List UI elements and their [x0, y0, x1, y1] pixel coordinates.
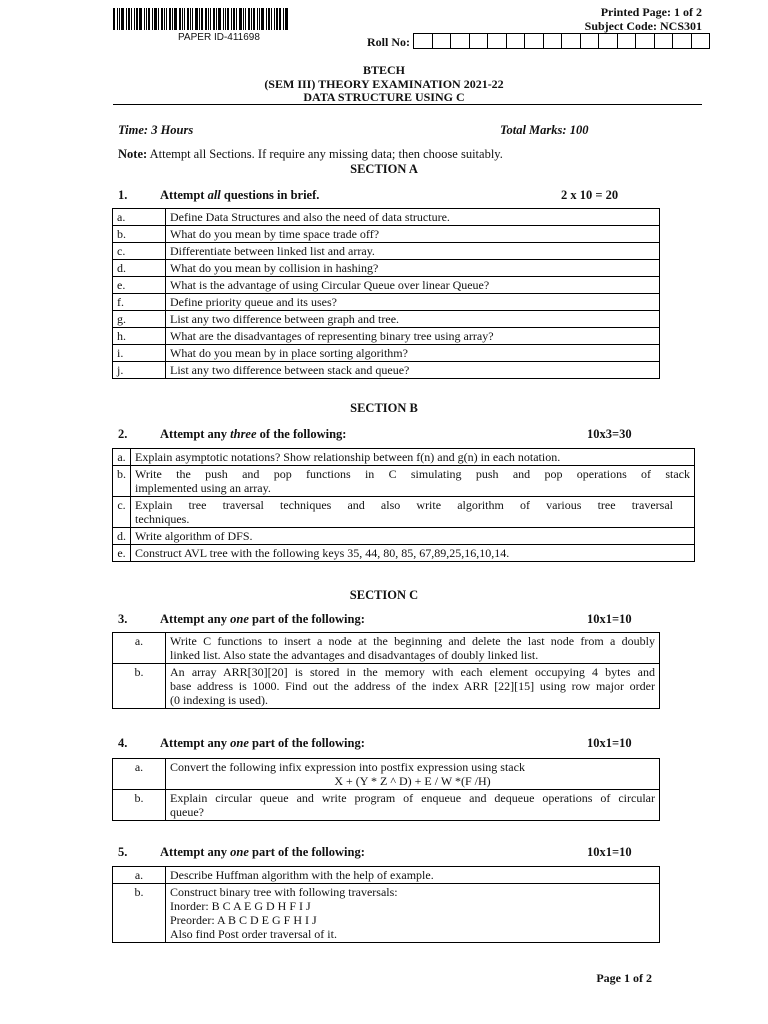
item-label: c. — [113, 243, 166, 260]
q3-instruction: Attempt any one part of the following: — [160, 612, 365, 626]
item-label: d. — [113, 528, 131, 545]
q2-row-c — [113, 497, 695, 528]
q3-row-a — [113, 633, 660, 664]
item-label: e. — [113, 277, 166, 294]
item-text: List any two difference between graph and tree. — [166, 311, 660, 328]
item-text: Write algorithm of DFS. — [131, 528, 695, 545]
item-label: a. — [113, 449, 131, 466]
item-label: a. — [113, 759, 166, 790]
item-label: a. — [113, 867, 166, 884]
item-text: What is the advantage of using Circular Queue over linear Queue? — [166, 277, 660, 294]
section-a-heading: SECTION A — [350, 162, 418, 176]
q4-row-a — [113, 759, 660, 790]
item-label: b. — [113, 790, 166, 821]
time-allowed: Time: 3 Hours — [118, 123, 194, 137]
q2-marks: 10x3=30 — [587, 427, 632, 441]
page-footer: Page 1 of 2 — [596, 971, 652, 985]
exam-title — [0, 64, 768, 105]
note — [118, 147, 503, 162]
item-text: Define priority queue and its uses? — [166, 294, 660, 311]
q1-row — [113, 226, 660, 243]
roll-no-label: Roll No: — [367, 35, 410, 49]
page-info — [585, 5, 702, 33]
section-b-heading: SECTION B — [350, 401, 418, 415]
q2-row-e — [113, 545, 695, 562]
item-label: h. — [113, 328, 166, 345]
item-label: c. — [113, 497, 131, 528]
item-text: Explain tree traversal techniques and also write algorithm of various tree traversal techniques. — [131, 497, 695, 528]
item-label: j. — [113, 362, 166, 379]
q2-instruction: Attempt any three of the following: — [160, 427, 347, 441]
paper-id: PAPER ID-411698 — [178, 32, 260, 43]
barcode — [113, 8, 325, 30]
q5-row-a — [113, 867, 660, 884]
q1-marks: 2 x 10 = 20 — [561, 188, 619, 202]
item-label: d. — [113, 260, 166, 277]
header-rule — [113, 104, 702, 105]
q1-row — [113, 328, 660, 345]
q4-table — [112, 758, 660, 821]
section-c-heading: SECTION C — [349, 588, 419, 602]
item-text: Write the push and pop functions in C simulating push and pop operations of stack implemented using an array. — [131, 466, 695, 497]
q2-number: 2. — [118, 427, 128, 441]
q2-row-a — [113, 449, 695, 466]
q5-marks: 10x1=10 — [587, 845, 632, 859]
note-label: Note: — [118, 147, 148, 161]
q5-instruction: Attempt any one part of the following: — [160, 845, 365, 859]
item-text: Describe Huffman algorithm with the help of example. — [166, 867, 660, 884]
q3-marks: 10x1=10 — [587, 612, 632, 626]
q4-row-b — [113, 790, 660, 821]
q5-table — [112, 866, 660, 943]
item-label: i. — [113, 345, 166, 362]
item-text: Convert the following infix expression into postfix expression using stack X + (Y * Z ^ D) + E / W *(F /H) — [166, 759, 660, 790]
q4-instruction: Attempt any one part of the following: — [160, 736, 365, 750]
item-text: What are the disadvantages of representing binary tree using array? — [166, 328, 660, 345]
q4-number: 4. — [118, 736, 128, 750]
item-label: b. — [113, 884, 166, 943]
item-text: Explain circular queue and write program of enqueue and dequeue operations of circular queue? — [166, 790, 660, 821]
q5-number: 5. — [118, 845, 128, 859]
item-text: Differentiate between linked list and array. — [166, 243, 660, 260]
item-text: What do you mean by time space trade off? — [166, 226, 660, 243]
item-text: What do you mean by collision in hashing? — [166, 260, 660, 277]
q3-number: 3. — [118, 612, 128, 626]
title-line-1: BTECH — [362, 63, 405, 77]
q5-row-b — [113, 884, 660, 943]
subject-code: Subject Code: NCS301 — [584, 19, 702, 33]
q4-marks: 10x1=10 — [587, 736, 632, 750]
title-line-3: DATA STRUCTURE USING C — [303, 90, 465, 104]
item-text: An array ARR[30][20] is stored in the memory with each element occupying 4 bytes and base address is 1000. Find out the address of the index ARR [22][15] using row major order (0 indexing is used). — [166, 664, 660, 709]
q2-row-d — [113, 528, 695, 545]
total-marks: Total Marks: 100 — [500, 123, 589, 137]
q1-row — [113, 345, 660, 362]
item-label: a. — [113, 209, 166, 226]
item-label: b. — [113, 226, 166, 243]
note-text: Attempt all Sections. If require any missing data; then choose suitably. — [147, 147, 503, 161]
item-label: b. — [113, 466, 131, 497]
item-text: Construct binary tree with following traversals: Inorder: B C A E G D H F I J Preorder: A B C D E G F H I J Also find Post order traversal of it. — [166, 884, 660, 943]
item-label: b. — [113, 664, 166, 709]
q1-row — [113, 243, 660, 260]
q3-table — [112, 632, 660, 709]
q2-table — [112, 448, 695, 562]
title-line-2: (SEM III) THEORY EXAMINATION 2021-22 — [264, 76, 504, 91]
item-text: Write C functions to insert a node at the beginning and delete the last node from a doubly linked list. Also state the advantages and disadvantages of doubly linked list. — [166, 633, 660, 664]
q2-row-b — [113, 466, 695, 497]
item-label: a. — [113, 633, 166, 664]
roll-no-boxes[interactable] — [413, 33, 710, 49]
printed-page: Printed Page: 1 of 2 — [600, 5, 702, 19]
item-label: g. — [113, 311, 166, 328]
q3-row-b — [113, 664, 660, 709]
q1-row — [113, 277, 660, 294]
q1-row — [113, 260, 660, 277]
q1-row — [113, 294, 660, 311]
q1-row — [113, 311, 660, 328]
q1-row — [113, 209, 660, 226]
q1-row — [113, 362, 660, 379]
item-text: List any two difference between stack and queue? — [166, 362, 660, 379]
item-text: What do you mean by in place sorting algorithm? — [166, 345, 660, 362]
item-label: e. — [113, 545, 131, 562]
item-text: Construct AVL tree with the following keys 35, 44, 80, 85, 67,89,25,16,10,14. — [131, 545, 695, 562]
item-label: f. — [113, 294, 166, 311]
item-text: Define Data Structures and also the need of data structure. — [166, 209, 660, 226]
q1-instruction: Attempt all questions in brief. — [160, 188, 320, 202]
q1-number: 1. — [118, 188, 128, 202]
item-text: Explain asymptotic notations? Show relationship between f(n) and g(n) in each notation. — [131, 449, 695, 466]
q1-table — [112, 208, 660, 379]
